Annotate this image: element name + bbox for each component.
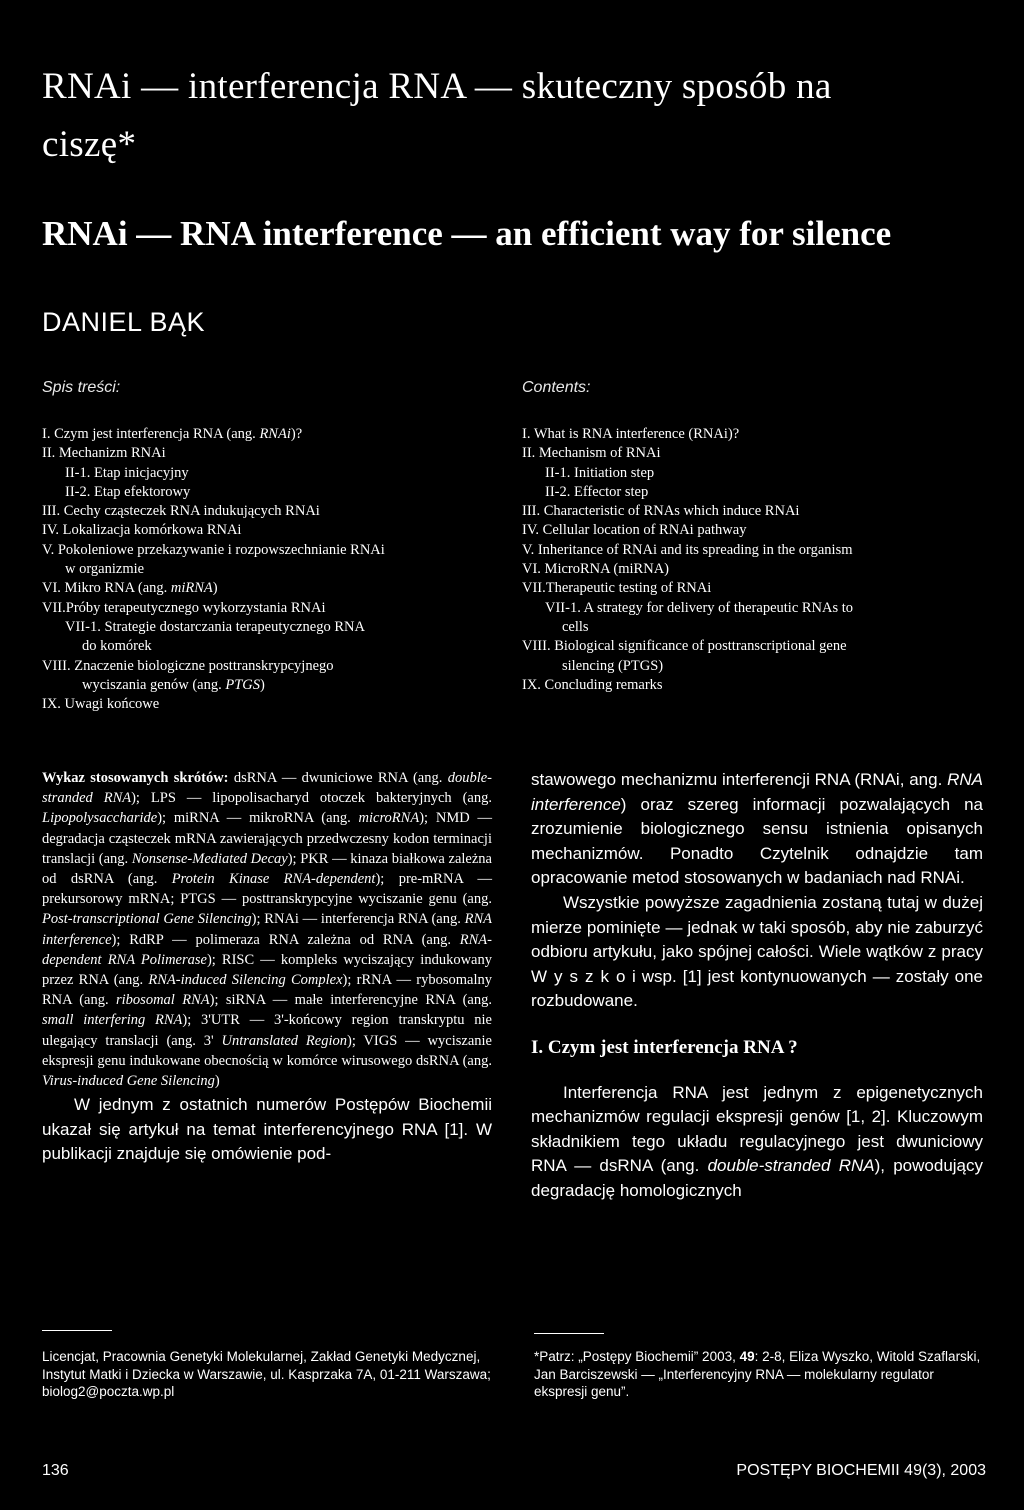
toc-item: I. What is RNA interference (RNAi)? [522,426,740,442]
journal-reference: POSTĘPY BIOCHEMII 49(3), 2003 [736,1462,986,1479]
toc-item: II. Mechanizm RNAi [42,445,166,462]
article-title-polish [42,58,992,174]
paragraph-scope: Wszystkie powyższe zagadnienia zostaną tutaj w dużej mierze pominięte — jednak w taki sposób, aby nie zaburzyć odbioru artykułu, jako spójnej całości. Wiele wątków z pracy W y s z k o i wsp. [1] jest kontynuowanych — zostały one rozbudowane. [531,892,983,1011]
section-heading-I: I. Czym jest interferencja RNA ? [531,1036,798,1058]
article-title-english: RNAi — RNA interference — an efficient way for silence [42,214,892,253]
toc-item: II-1. Initiation step [545,464,655,481]
toc-item: VII-1. Strategie dostarczania terapeutycznego RNA [65,618,365,635]
toc-item: VII.Próby terapeutycznego wykorzystania RNAi [42,599,326,616]
toc-item: cells [562,618,589,635]
footnote-rule-left [42,1330,112,1331]
toc-item: VI. MicroRNA (miRNA) [522,561,670,578]
toc-item: IV. Cellular location of RNAi pathway [522,522,747,539]
toc-english [522,425,853,695]
toc-item: II-2. Effector step [545,483,649,500]
right-column [531,768,983,1204]
toc-heading-polish: Spis treści: [42,379,121,396]
page-number: 136 [42,1462,69,1479]
footnote-ref-pre: *Patrz: „Postępy Biochemii” 2003, [534,1349,740,1364]
toc-item: IX. Uwagi końcowe [42,696,160,713]
toc-item: wyciszania genów (ang. PTGS) [82,676,265,693]
footnote-rule-right [534,1333,604,1334]
footnote-reference [534,1348,984,1401]
toc-item: VIII. Znaczenie biologiczne posttranskrypcyjnego [42,657,334,674]
toc-item: IX. Concluding remarks [522,676,663,693]
paragraph-section-I: Interferencja RNA jest jednym z epigenetycznych mechanizmów regulacji ekspresji genów [1, 2]. Kluczowym składnikiem tego układu regulacyjnego jest dwuniciowy RNA — dsRNA (ang. double-stranded RNA), powodujący degradację homologicznych [531,1082,984,1200]
toc-item: II-2. Etap efektorowy [65,483,191,500]
toc-item: do komórek [82,638,152,655]
intro-paragraph: W jednym z ostatnich numerów Postępów Biochemii ukazał się artykuł na temat interferencyjnego RNA [1]. W publikacji znajduje się omówienie pod- [42,1095,492,1164]
left-column [42,768,492,1167]
toc-item: VI. Mikro RNA (ang. miRNA) [42,580,218,597]
footnote-ref-volume: 49 [739,1349,755,1364]
title-pl-line2: ciszę* [42,124,137,165]
toc-item: V. Inheritance of RNAi and its spreading in the organism [522,541,853,558]
author-name: DANIEL BĄK [42,307,206,337]
footnote-affiliation: Licencjat, Pracownia Genetyki Molekularnej, Zakład Genetyki Medycznej, Instytut Matki i Dziecka w Warszawie, ul. Kasprzaka 7A, 01-211 Warszawa; biolog2@poczta.wp.pl [42,1349,491,1399]
footnote-ref-post: : 2-8, Eliza Wyszko, Witold Szaflarski, Jan Barciszewski — „Interferencyjny RNA — molekularny regulator ekspresji genu”. [534,1349,981,1399]
toc-item: II-1. Etap inicjacyjny [65,464,189,481]
toc-item: silencing (PTGS) [562,657,664,674]
paragraph-continued: stawowego mechanizmu interferencji RNA (RNAi, ang. RNA interference) oraz szereg informacji pozwalających na zrozumienie biologicznego sensu istnienia opisanych mechanizmów. Ponadto Czytelnik odnajdzie tam opracowanie metod stosowanych w badaniach nad RNAi. [531,770,983,888]
toc-heading-english: Contents: [522,379,591,396]
toc-item: V. Pokoleniowe przekazywanie i rozpowszechnianie RNAi [42,541,385,558]
toc-item: II. Mechanism of RNAi [522,445,661,462]
toc-item: w organizmie [65,561,145,578]
toc-item: VII-1. A strategy for delivery of therapeutic RNAs to [545,599,854,616]
toc-item: III. Cechy cząsteczek RNA indukujących RNAi [42,503,320,520]
toc-item: IV. Lokalizacja komórkowa RNAi [42,522,242,539]
toc-item: I. Czym jest interferencja RNA (ang. RNAi)? [42,426,303,442]
toc-item: VIII. Biological significance of posttranscriptional gene [522,638,847,655]
title-pl-line1: RNAi — interferencja RNA — skuteczny sposób na [42,66,832,107]
toc-polish [42,425,385,714]
toc-item: III. Characteristic of RNAs which induce RNAi [522,503,800,520]
abbreviations-list: Wykaz stosowanych skrótów: dsRNA — dwuniciowe RNA (ang. double-stranded RNA); LPS — lipopolisacharyd otoczek bakteryjnych (ang. Lipopolysaccharide); miRNA — mikroRNA (ang. microRNA); NMD — degradacja cząsteczek mRNA zawierających przedwczesny kodon terminacji translacji (ang. Nonsense-Mediated Decay); PKR — kinaza białkowa zależna od dsRNA (ang. Protein Kinase RNA-dependent); pre-mRNA — prekursorowy mRNA; PTGS — posttranskrypcyjne wyciszanie genu (ang. Post-transcriptional Gene Silencing); RNAi — interferencja RNA (ang. RNA interference); RdRP — polimeraza RNA zależna od RNA (ang. RNA-dependent RNA Polimerase); RISC — kompleks wyciszający indukowany przez RNA (ang. RNA-induced Silencing Complex); rRNA — rybosomalny RNA (ang. ribosomal RNA); siRNA — małe interferencyjne RNA (ang. small interfering RNA); 3'UTR — 3'-końcowy region transkryptu nie ulegający translacji (ang. 3' Untranslated Region); VIGS — wyciszanie ekspresji genu indukowane obecnością w komórce wirusowego dsRNA (ang. Virus-induced Gene Silencing) [42,770,493,1090]
toc-item: VII.Therapeutic testing of RNAi [522,580,712,597]
